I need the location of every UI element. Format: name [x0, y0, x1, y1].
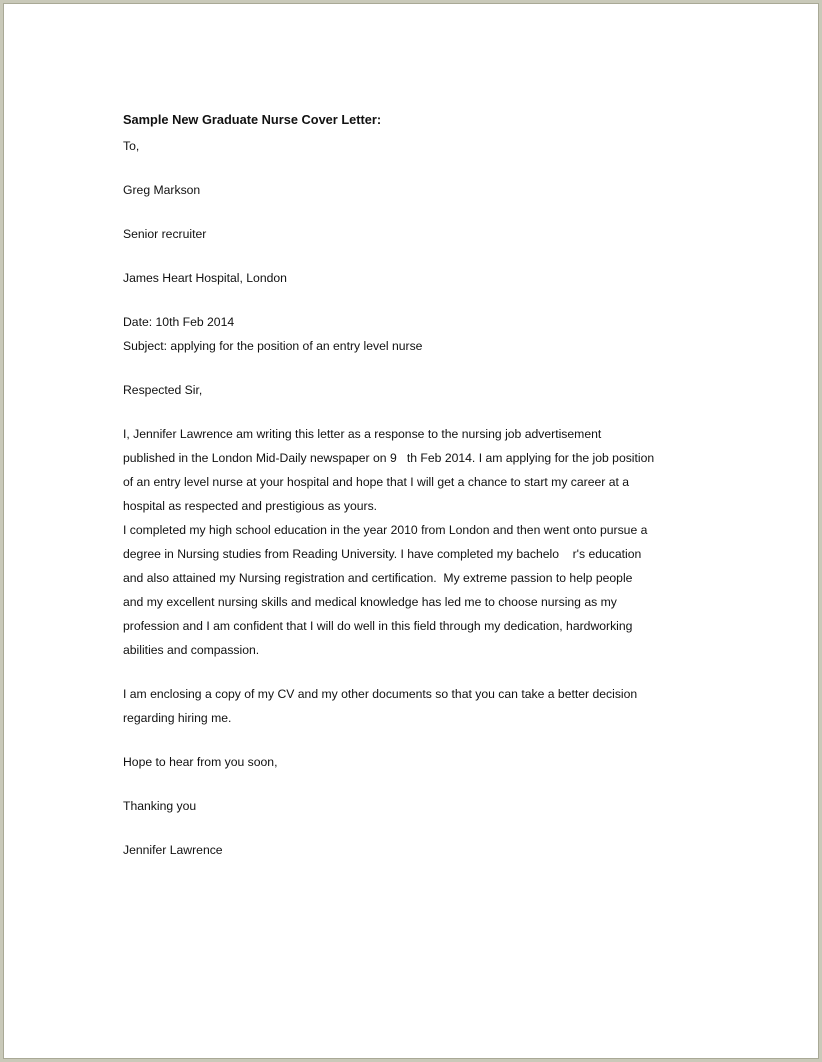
salutation-to: To,: [123, 139, 140, 153]
paragraph-line: degree in Nursing studies from Reading University. I have completed my bachelo r's education: [123, 547, 642, 561]
paragraph-line: regarding hiring me.: [123, 711, 232, 725]
letter-body: [123, 110, 703, 862]
paragraph-line: hospital as respected and prestigious as yours.: [123, 499, 378, 513]
signature: Jennifer Lawrence: [123, 843, 223, 857]
closing-thanks: Thanking you: [123, 799, 197, 813]
recipient-org: James Heart Hospital, London: [123, 271, 287, 285]
paragraph-line: I, Jennifer Lawrence am writing this letter as a response to the nursing job advertisement: [123, 427, 602, 441]
recipient-name: Greg Markson: [123, 183, 201, 197]
letter-date: Date: 10th Feb 2014: [123, 315, 235, 329]
paragraph-line: and also attained my Nursing registration and certification. My extreme passion to help people: [123, 571, 633, 585]
paragraph-line: profession and I am confident that I will do well in this field through my dedication, hardworking: [123, 619, 633, 633]
closing-line: Hope to hear from you soon,: [123, 755, 278, 769]
recipient-title: Senior recruiter: [123, 227, 207, 241]
paragraph-line: I am enclosing a copy of my CV and my other documents so that you can take a better decision: [123, 687, 638, 701]
paragraph-line: and my excellent nursing skills and medical knowledge has led me to choose nursing as my: [123, 595, 617, 609]
letter-title: Sample New Graduate Nurse Cover Letter:: [123, 112, 382, 127]
paragraph-line: of an entry level nurse at your hospital and hope that I will get a chance to start my career at a: [123, 475, 630, 489]
paragraph-line: abilities and compassion.: [123, 643, 260, 657]
paragraph-line: published in the London Mid-Daily newspaper on 9 th Feb 2014. I am applying for the job position: [123, 451, 655, 465]
letter-subject: Subject: applying for the position of an entry level nurse: [123, 339, 423, 353]
paragraph-line: I completed my high school education in the year 2010 from London and then went onto pursue a: [123, 523, 648, 537]
greeting: Respected Sir,: [123, 383, 203, 397]
